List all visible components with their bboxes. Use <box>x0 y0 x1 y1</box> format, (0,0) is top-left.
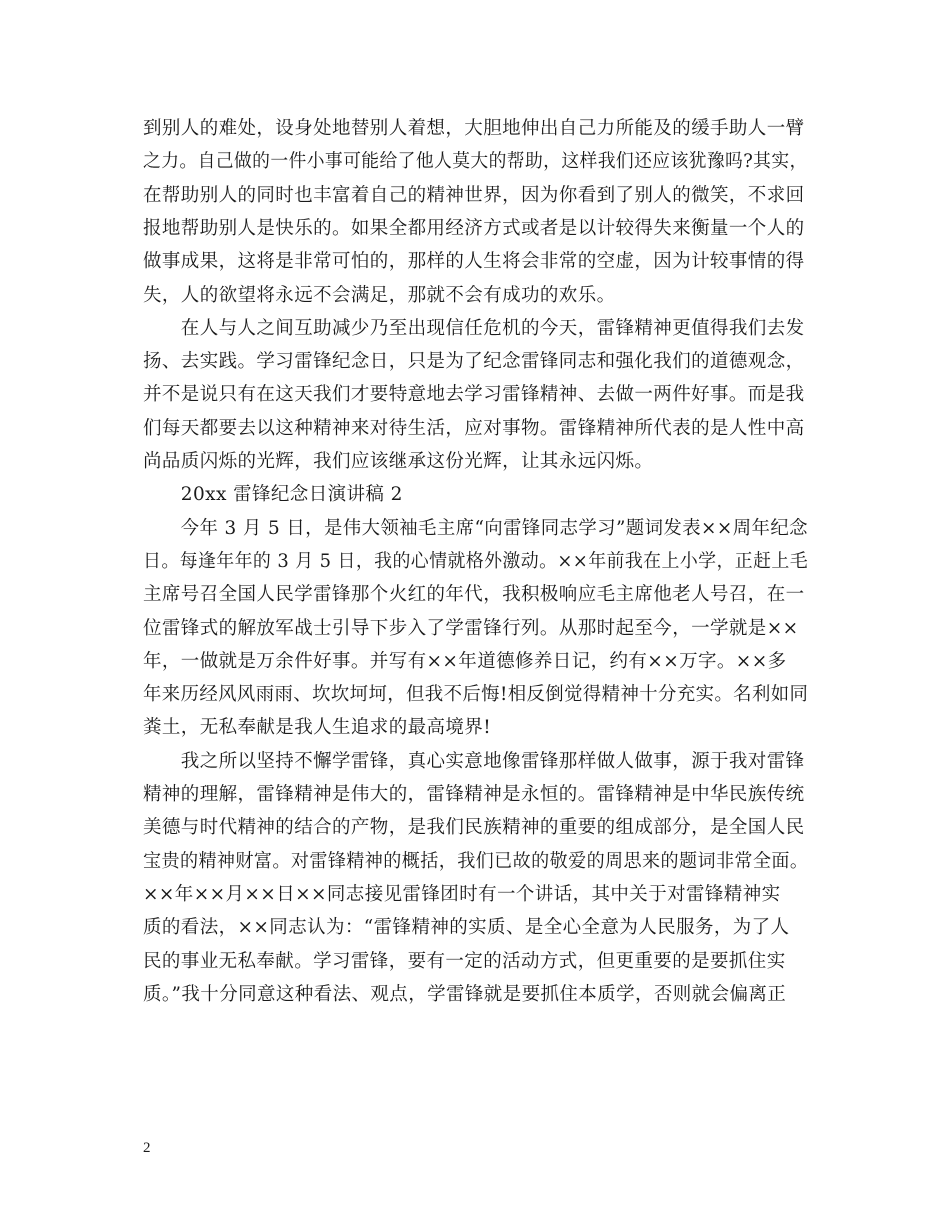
text-line: 在人与人之间互助减少乃至出现信任危机的今天，雷锋精神更值得我们去发 <box>143 317 805 339</box>
text-line: 精神的理解，雷锋精神是伟大的，雷锋精神是永恒的。雷锋精神是中华民族传统 <box>143 784 805 805</box>
text-line: 我之所以坚持不懈学雷锋，真心实意地像雷锋那样做人做事，源于我对雷锋 <box>143 750 805 772</box>
text-line: 扬、去实践。学习雷锋纪念日，只是为了纪念雷锋同志和强化我们的道德观念， <box>143 351 805 373</box>
text-line: 粪土，无私奉献是我人生追求的最高境界! <box>143 717 492 739</box>
text-line: ××年××月××日××同志接见雷锋团时有一个讲话，其中关于对雷锋精神实 <box>143 883 781 905</box>
text-line: 们每天都要去以这种精神来对待生活，应对事物。雷锋精神所代表的是人性中高 <box>143 417 805 439</box>
text-line: 日。每逢年年的 3 月 5 日，我的心情就格外激动。××年前我在上小学，正赶上毛 <box>143 550 809 572</box>
text-line: 位雷锋式的解放军战士引导下步入了学雷锋行列。从那时起至今，一学就是×× <box>143 617 799 639</box>
text-line: 质的看法，××同志认为：“雷锋精神的实质、是全心全意为人民服务，为了人 <box>143 917 790 939</box>
text-line: 失，人的欲望将永远不会满足，那就不会有成功的欢乐。 <box>143 284 616 306</box>
text-line: 到别人的难处，设身处地替别人着想，大胆地伸出自己力所能及的缓手助人一臂 <box>143 118 805 139</box>
text-line: 美德与时代精神的结合的产物，是我们民族精神的重要的组成部分，是全国人民 <box>143 817 805 839</box>
text-line: 年来历经风风雨雨、坎坎坷坷，但我不后悔!相反倒觉得精神十分充实。名利如同 <box>143 684 809 706</box>
text-line: 尚品质闪烁的光辉，我们应该继承这份光辉，让其永远闪烁。 <box>143 451 654 472</box>
text-line: 在帮助别人的同时也丰富着自己的精神世界，因为你看到了别人的微笑，不求回 <box>143 184 805 206</box>
text-line: 20xx 雷锋纪念日演讲稿 2 <box>143 484 403 506</box>
text-line: 民的事业无私奉献。学习雷锋，要有一定的活动方式，但更重要的是要抓住实 <box>143 950 786 972</box>
text-line: 之力。自己做的一件小事可能给了他人莫大的帮助，这样我们还应该犹豫吗?其实， <box>143 151 808 173</box>
page-number: 2 <box>143 1140 151 1156</box>
text-line: 并不是说只有在这天我们才要特意地去学习雷锋精神、去做一两件好事。而是我 <box>143 384 805 406</box>
text-line: 报地帮助别人是快乐的。如果全都用经济方式或者是以计较得失来衡量一个人的 <box>143 217 805 239</box>
text-line: 主席号召全国人民学雷锋那个火红的年代，我积极响应毛主席他老人号召，在一 <box>143 584 805 606</box>
text-line: 做事成果，这将是非常可怕的，那样的人生将会非常的空虚，因为计较事情的得 <box>143 251 805 273</box>
text-line: 质。”我十分同意这种看法、观点，学雷锋就是要抓住本质学，否则就会偏离正 <box>143 983 787 1005</box>
text-line: 今年 3 月 5 日，是伟大领袖毛主席“向雷锋同志学习”题词发表××周年纪念 <box>143 517 808 539</box>
text-line: 年，一做就是万余件好事。并写有××年道德修养日记，约有××万字。××多 <box>143 650 787 672</box>
text-line: 宝贵的精神财富。对雷锋精神的概括，我们已故的敬爱的周思来的题词非常全面。 <box>143 850 809 872</box>
